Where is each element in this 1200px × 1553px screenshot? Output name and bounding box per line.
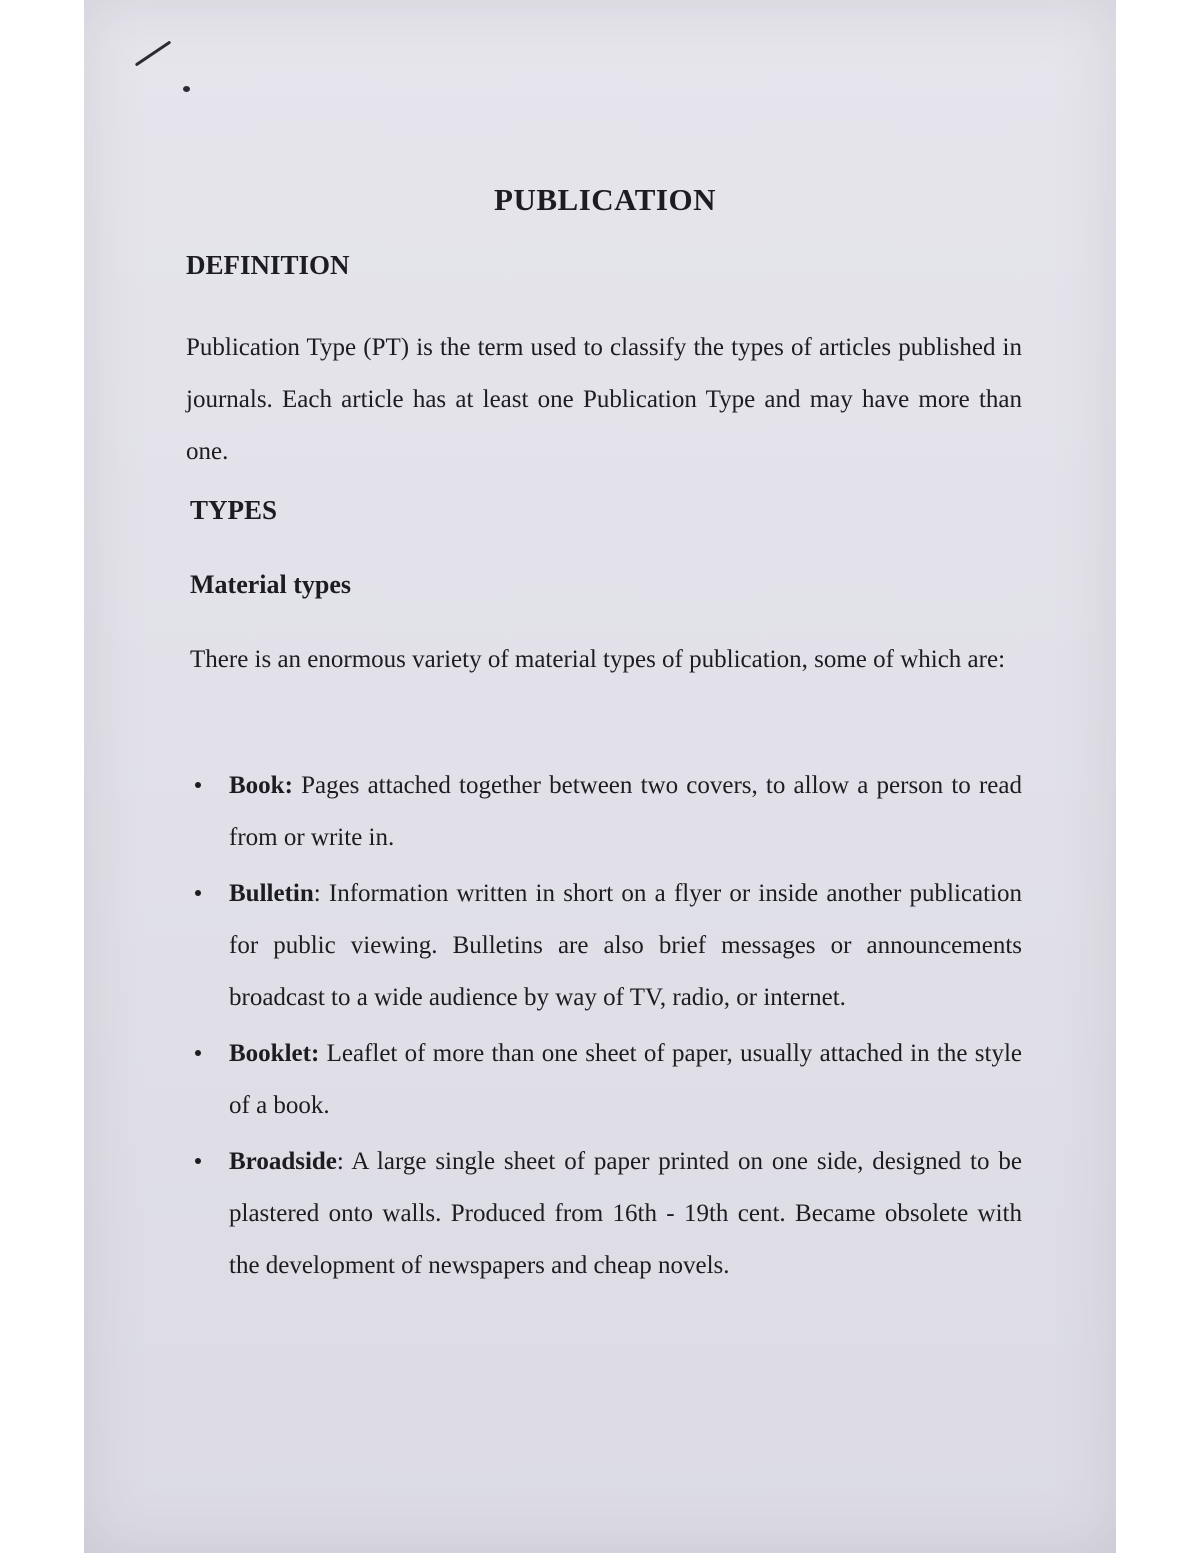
page-title: PUBLICATION bbox=[494, 182, 716, 217]
definition-heading: DEFINITION bbox=[186, 250, 350, 280]
item-description: Leaflet of more than one sheet of paper, usually attached in the style of a book. bbox=[229, 1040, 1022, 1119]
material-types-list bbox=[193, 760, 1022, 1296]
item-term: Booklet: bbox=[229, 1040, 320, 1067]
item-term: Bulletin bbox=[229, 880, 314, 907]
list-item-booklet bbox=[193, 1028, 1022, 1132]
bullet-icon bbox=[195, 1050, 201, 1056]
item-description: : A large single sheet of paper printed on one side, designed to be plastered onto walls. Produced from 16th - 19th cent. Became obsolete with the development of newspapers and cheap novels. bbox=[229, 1148, 1022, 1279]
material-types-heading: Material types bbox=[190, 570, 352, 599]
bullet-icon bbox=[195, 782, 201, 788]
bullet-icon bbox=[195, 1158, 201, 1164]
material-intro-paragraph: There is an enormous variety of material types of publication, some of which are: bbox=[190, 646, 1006, 673]
item-description: Pages attached together between two covers, to allow a person to read from or write in. bbox=[229, 772, 1022, 851]
types-heading: TYPES bbox=[190, 495, 278, 525]
item-term: Book: bbox=[229, 772, 293, 799]
item-term: Broadside bbox=[229, 1148, 337, 1175]
list-item-book bbox=[193, 760, 1022, 864]
list-item-broadside bbox=[193, 1136, 1022, 1292]
item-description: : Information written in short on a flyer or inside another publication for public viewing. Bulletins are also brief messages or announcements broadcast to a wide audience by way of TV, radio, or internet. bbox=[229, 880, 1022, 1011]
definition-paragraph: Publication Type (PT) is the term used to classify the types of articles published in journals. Each article has at least one Publication Type and may have more than one. bbox=[186, 334, 1022, 465]
pen-dot-mark bbox=[183, 86, 190, 92]
bullet-icon bbox=[195, 890, 201, 896]
list-item-bulletin bbox=[193, 868, 1022, 1024]
